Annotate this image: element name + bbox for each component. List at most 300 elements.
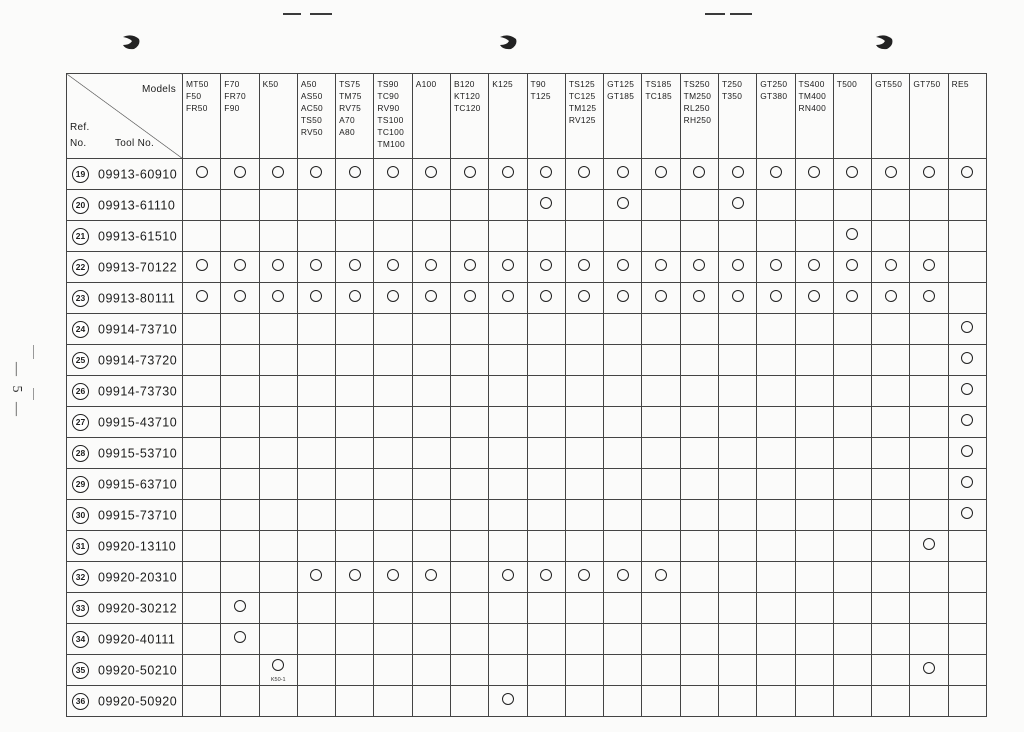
compatibility-cell — [872, 438, 910, 469]
compatibility-cell — [833, 469, 871, 500]
compatibility-cell — [795, 562, 833, 593]
compatibility-cell — [565, 500, 603, 531]
tool-cell — [67, 500, 183, 531]
model-name: A100 — [415, 79, 437, 89]
applicable-circle-icon — [234, 631, 246, 643]
tool-cell — [67, 469, 183, 500]
applicable-circle-icon — [425, 569, 437, 581]
compatibility-cell — [757, 438, 795, 469]
tool-number: 09915-53710 — [98, 446, 178, 460]
applicable-circle-icon — [196, 166, 208, 178]
applicable-circle-icon — [425, 166, 437, 178]
compatibility-cell — [872, 655, 910, 686]
applicable-circle-icon — [961, 383, 973, 395]
applicable-circle-icon — [693, 259, 705, 271]
compatibility-cell — [374, 190, 412, 221]
model-column-header — [336, 74, 374, 159]
compatibility-cell — [450, 252, 488, 283]
compatibility-cell — [948, 624, 986, 655]
ref-number: 34 — [72, 631, 89, 648]
model-column-header — [450, 74, 488, 159]
compatibility-cell — [183, 345, 221, 376]
applicable-circle-icon — [885, 290, 897, 302]
applicable-circle-icon — [961, 476, 973, 488]
compatibility-cell — [757, 407, 795, 438]
compatibility-cell — [183, 562, 221, 593]
applicable-circle-icon — [923, 538, 935, 550]
table-row — [67, 407, 987, 438]
compatibility-cell — [642, 500, 680, 531]
applicable-circle-icon — [502, 693, 514, 705]
compatibility-cell — [374, 469, 412, 500]
compatibility-cell — [297, 500, 335, 531]
compatibility-cell — [833, 593, 871, 624]
model-name: TM250 — [683, 91, 712, 101]
compatibility-cell — [948, 314, 986, 345]
table-row — [67, 159, 987, 190]
applicable-circle-icon — [693, 166, 705, 178]
compatibility-cell — [910, 314, 948, 345]
compatibility-cell — [412, 159, 450, 190]
compatibility-cell — [450, 562, 488, 593]
compatibility-cell — [565, 314, 603, 345]
compatibility-cell — [757, 531, 795, 562]
compatibility-cell — [948, 469, 986, 500]
model-column-header — [795, 74, 833, 159]
compatibility-cell — [872, 624, 910, 655]
compatibility-cell — [795, 407, 833, 438]
compatibility-cell — [336, 283, 374, 314]
compatibility-cell — [489, 252, 527, 283]
compatibility-cell — [527, 624, 565, 655]
ref-number: 35 — [72, 662, 89, 679]
compatibility-cell — [221, 407, 259, 438]
compatibility-cell — [948, 686, 986, 717]
compatibility-cell — [680, 562, 718, 593]
applicable-circle-icon — [502, 569, 514, 581]
table-row — [67, 438, 987, 469]
ref-label: Ref. — [70, 122, 90, 133]
compatibility-cell — [412, 283, 450, 314]
compatibility-cell — [757, 345, 795, 376]
applicable-circle-icon — [234, 166, 246, 178]
compatibility-cell — [642, 655, 680, 686]
compatibility-cell — [757, 624, 795, 655]
compatibility-cell — [948, 159, 986, 190]
model-column-header — [527, 74, 565, 159]
compatibility-cell — [336, 345, 374, 376]
compatibility-cell — [604, 190, 642, 221]
compatibility-cell — [604, 376, 642, 407]
compatibility-cell — [948, 655, 986, 686]
applicable-circle-icon — [617, 197, 629, 209]
compatibility-cell — [680, 407, 718, 438]
compatibility-cell — [374, 686, 412, 717]
compatibility-cell — [259, 438, 297, 469]
compatibility-cell — [757, 221, 795, 252]
compatibility-cell — [642, 190, 680, 221]
tool-compatibility-table — [66, 73, 987, 717]
compatibility-cell — [297, 221, 335, 252]
compatibility-cell — [412, 655, 450, 686]
compatibility-cell — [297, 283, 335, 314]
compatibility-cell — [757, 252, 795, 283]
compatibility-cell — [412, 376, 450, 407]
compatibility-cell — [450, 500, 488, 531]
tool-number: 09913-61510 — [98, 229, 178, 243]
model-name: T500 — [836, 79, 858, 89]
model-name: T350 — [721, 91, 743, 101]
applicable-circle-icon — [732, 259, 744, 271]
compatibility-cell — [757, 159, 795, 190]
compatibility-cell — [336, 562, 374, 593]
table-row — [67, 593, 987, 624]
compatibility-cell — [336, 686, 374, 717]
model-column-header — [604, 74, 642, 159]
compatibility-cell — [757, 686, 795, 717]
model-name: TC90 — [377, 91, 400, 101]
compatibility-cell — [565, 159, 603, 190]
compatibility-cell — [565, 252, 603, 283]
model-name: B120 — [453, 79, 475, 89]
table-row — [67, 655, 987, 686]
applicable-circle-icon — [961, 166, 973, 178]
compatibility-cell — [374, 376, 412, 407]
compatibility-cell — [757, 562, 795, 593]
model-name: TC100 — [377, 127, 405, 137]
model-column-header — [565, 74, 603, 159]
compatibility-cell — [527, 221, 565, 252]
tool-cell — [67, 345, 183, 376]
tool-cell — [67, 252, 183, 283]
compatibility-cell — [374, 159, 412, 190]
applicable-circle-icon — [502, 259, 514, 271]
compatibility-cell — [833, 407, 871, 438]
compatibility-cell — [642, 221, 680, 252]
compatibility-cell — [489, 283, 527, 314]
applicable-circle-icon — [310, 569, 322, 581]
model-column-header — [259, 74, 297, 159]
applicable-circle-icon — [923, 662, 935, 674]
compatibility-cell — [259, 593, 297, 624]
compatibility-cell — [795, 345, 833, 376]
compatibility-cell — [336, 469, 374, 500]
applicable-circle-icon — [502, 166, 514, 178]
compatibility-cell — [221, 314, 259, 345]
applicable-circle-icon — [272, 290, 284, 302]
compatibility-cell — [527, 562, 565, 593]
applicable-circle-icon — [349, 259, 361, 271]
compatibility-cell — [948, 562, 986, 593]
model-name: TS400 — [798, 79, 825, 89]
compatibility-cell — [527, 283, 565, 314]
compatibility-cell — [833, 624, 871, 655]
compatibility-cell — [183, 531, 221, 562]
compatibility-cell — [642, 438, 680, 469]
compatibility-cell — [297, 252, 335, 283]
applicable-circle-icon — [961, 352, 973, 364]
ref-number: 23 — [72, 290, 89, 307]
compatibility-cell — [833, 190, 871, 221]
compatibility-cell — [374, 562, 412, 593]
compatibility-cell — [450, 345, 488, 376]
tool-cell — [67, 438, 183, 469]
compatibility-cell — [795, 221, 833, 252]
compatibility-cell — [412, 190, 450, 221]
applicable-circle-icon — [578, 259, 590, 271]
compatibility-cell — [489, 624, 527, 655]
compatibility-cell — [910, 283, 948, 314]
compatibility-cell — [642, 562, 680, 593]
compatibility-cell — [642, 252, 680, 283]
compatibility-cell — [604, 500, 642, 531]
model-name: TC125 — [568, 91, 596, 101]
applicable-circle-icon — [655, 569, 667, 581]
ref-number: 29 — [72, 476, 89, 493]
compatibility-cell — [297, 686, 335, 717]
ref-number: 32 — [72, 569, 89, 586]
model-name: RV75 — [339, 103, 362, 113]
applicable-circle-icon — [923, 259, 935, 271]
compatibility-cell — [259, 345, 297, 376]
applicable-circle-icon — [540, 166, 552, 178]
compatibility-cell — [833, 376, 871, 407]
compatibility-cell — [221, 593, 259, 624]
compatibility-cell — [297, 159, 335, 190]
punch-hole-icon — [120, 33, 142, 51]
model-name: RV90 — [377, 103, 400, 113]
compatibility-cell — [565, 190, 603, 221]
model-name: AS50 — [300, 91, 323, 101]
model-name: T90 — [530, 79, 546, 89]
compatibility-cell — [795, 531, 833, 562]
compatibility-cell — [718, 438, 756, 469]
compatibility-cell — [527, 314, 565, 345]
model-name: MT50 — [186, 79, 209, 89]
compatibility-cell — [795, 655, 833, 686]
tool-cell — [67, 314, 183, 345]
applicable-circle-icon — [961, 414, 973, 426]
compatibility-cell — [718, 500, 756, 531]
compatibility-cell — [604, 407, 642, 438]
compatibility-cell — [565, 221, 603, 252]
tool-cell — [67, 376, 183, 407]
compatibility-cell — [183, 314, 221, 345]
compatibility-cell — [910, 531, 948, 562]
compatibility-cell — [183, 376, 221, 407]
compatibility-cell — [872, 252, 910, 283]
compatibility-cell — [680, 376, 718, 407]
compatibility-cell — [374, 252, 412, 283]
applicable-circle-icon — [272, 259, 284, 271]
page-number: — 5 — — [9, 362, 24, 419]
ref-number: 36 — [72, 693, 89, 710]
punch-hole-icon — [497, 33, 519, 51]
compatibility-cell — [604, 686, 642, 717]
model-name: A50 — [300, 79, 317, 89]
compatibility-cell — [489, 531, 527, 562]
compatibility-cell — [604, 252, 642, 283]
compatibility-cell — [565, 686, 603, 717]
compatibility-cell — [872, 469, 910, 500]
compatibility-cell — [412, 593, 450, 624]
compatibility-cell — [336, 221, 374, 252]
compatibility-cell — [183, 593, 221, 624]
compatibility-cell — [833, 159, 871, 190]
table-row — [67, 531, 987, 562]
tool-number: 09914-73710 — [98, 322, 178, 336]
compatibility-cell — [795, 190, 833, 221]
model-name: FR50 — [186, 103, 208, 113]
compatibility-cell — [718, 686, 756, 717]
applicable-circle-icon — [617, 569, 629, 581]
compatibility-cell — [757, 469, 795, 500]
compatibility-cell — [450, 655, 488, 686]
compatibility-cell — [489, 376, 527, 407]
model-name: GT380 — [760, 91, 788, 101]
compatibility-cell — [489, 190, 527, 221]
compatibility-cell — [680, 686, 718, 717]
compatibility-cell — [221, 376, 259, 407]
compatibility-cell — [910, 190, 948, 221]
compatibility-cell — [604, 655, 642, 686]
model-column-header — [183, 74, 221, 159]
applicable-circle-icon — [196, 290, 208, 302]
compatibility-cell — [259, 531, 297, 562]
tool-number: 09920-50920 — [98, 694, 178, 708]
ref-number: 27 — [72, 414, 89, 431]
compatibility-cell — [297, 655, 335, 686]
compatibility-cell — [872, 562, 910, 593]
applicable-circle-icon — [846, 228, 858, 240]
compatibility-cell — [527, 252, 565, 283]
compatibility-cell — [872, 314, 910, 345]
model-name: FR70 — [224, 91, 246, 101]
table-row — [67, 686, 987, 717]
compatibility-cell — [221, 469, 259, 500]
model-name: F50 — [186, 91, 202, 101]
table-row — [67, 314, 987, 345]
model-name: TS50 — [300, 115, 323, 125]
applicable-circle-icon — [617, 166, 629, 178]
compatibility-cell — [565, 562, 603, 593]
compatibility-cell — [795, 624, 833, 655]
model-name: T125 — [530, 91, 551, 101]
applicable-circle-icon — [310, 166, 322, 178]
model-name: RN400 — [798, 103, 827, 113]
compatibility-cell — [718, 562, 756, 593]
compatibility-cell — [412, 221, 450, 252]
compatibility-cell — [183, 283, 221, 314]
applicable-circle-icon — [540, 290, 552, 302]
compatibility-cell — [527, 376, 565, 407]
compatibility-cell — [642, 593, 680, 624]
compatibility-cell — [680, 252, 718, 283]
compatibility-cell — [450, 438, 488, 469]
compatibility-cell — [259, 190, 297, 221]
compatibility-cell — [718, 469, 756, 500]
compatibility-cell — [183, 500, 221, 531]
applicable-circle-icon — [923, 166, 935, 178]
compatibility-cell — [680, 593, 718, 624]
compatibility-cell — [412, 345, 450, 376]
compatibility-cell — [221, 283, 259, 314]
compatibility-cell — [718, 345, 756, 376]
compatibility-cell — [680, 655, 718, 686]
compatibility-cell — [412, 531, 450, 562]
ref-number: 33 — [72, 600, 89, 617]
compatibility-cell — [527, 469, 565, 500]
compatibility-cell — [948, 376, 986, 407]
compatibility-cell — [680, 159, 718, 190]
compatibility-cell — [795, 283, 833, 314]
compatibility-cell — [336, 252, 374, 283]
compatibility-cell — [872, 283, 910, 314]
table-row — [67, 500, 987, 531]
compatibility-cell — [297, 562, 335, 593]
compatibility-cell — [297, 438, 335, 469]
model-column-header — [718, 74, 756, 159]
compatibility-cell — [412, 252, 450, 283]
model-name: F70 — [224, 79, 240, 89]
compatibility-cell — [872, 407, 910, 438]
compatibility-cell — [527, 159, 565, 190]
compatibility-cell — [183, 438, 221, 469]
tool-cell — [67, 531, 183, 562]
compatibility-cell — [718, 376, 756, 407]
applicable-circle-icon — [808, 166, 820, 178]
compatibility-cell — [221, 345, 259, 376]
compatibility-cell — [259, 469, 297, 500]
ref-number: 26 — [72, 383, 89, 400]
compatibility-cell — [412, 314, 450, 345]
model-column-header — [833, 74, 871, 159]
scan-mark — [283, 13, 301, 15]
compatibility-cell — [183, 655, 221, 686]
compatibility-cell — [336, 624, 374, 655]
compatibility-cell — [642, 283, 680, 314]
applicable-circle-icon — [310, 259, 322, 271]
model-name: TS100 — [377, 115, 404, 125]
compatibility-cell — [565, 376, 603, 407]
compatibility-cell — [336, 500, 374, 531]
compatibility-cell — [527, 655, 565, 686]
compatibility-cell — [565, 345, 603, 376]
compatibility-cell — [872, 376, 910, 407]
compatibility-cell — [565, 531, 603, 562]
compatibility-cell — [948, 593, 986, 624]
compatibility-cell — [948, 221, 986, 252]
ref-number: 25 — [72, 352, 89, 369]
compatibility-cell — [489, 500, 527, 531]
compatibility-cell — [872, 345, 910, 376]
applicable-circle-icon — [770, 259, 782, 271]
compatibility-cell — [183, 624, 221, 655]
cell-note: K50-1 — [270, 676, 286, 683]
compatibility-cell — [336, 190, 374, 221]
compatibility-cell — [450, 376, 488, 407]
tool-cell — [67, 655, 183, 686]
tool-cell — [67, 624, 183, 655]
compatibility-cell — [795, 593, 833, 624]
applicable-circle-icon — [272, 659, 284, 671]
compatibility-cell — [680, 438, 718, 469]
compatibility-cell — [221, 624, 259, 655]
applicable-circle-icon — [846, 166, 858, 178]
compatibility-cell — [718, 221, 756, 252]
compatibility-cell — [259, 252, 297, 283]
compatibility-cell — [795, 314, 833, 345]
